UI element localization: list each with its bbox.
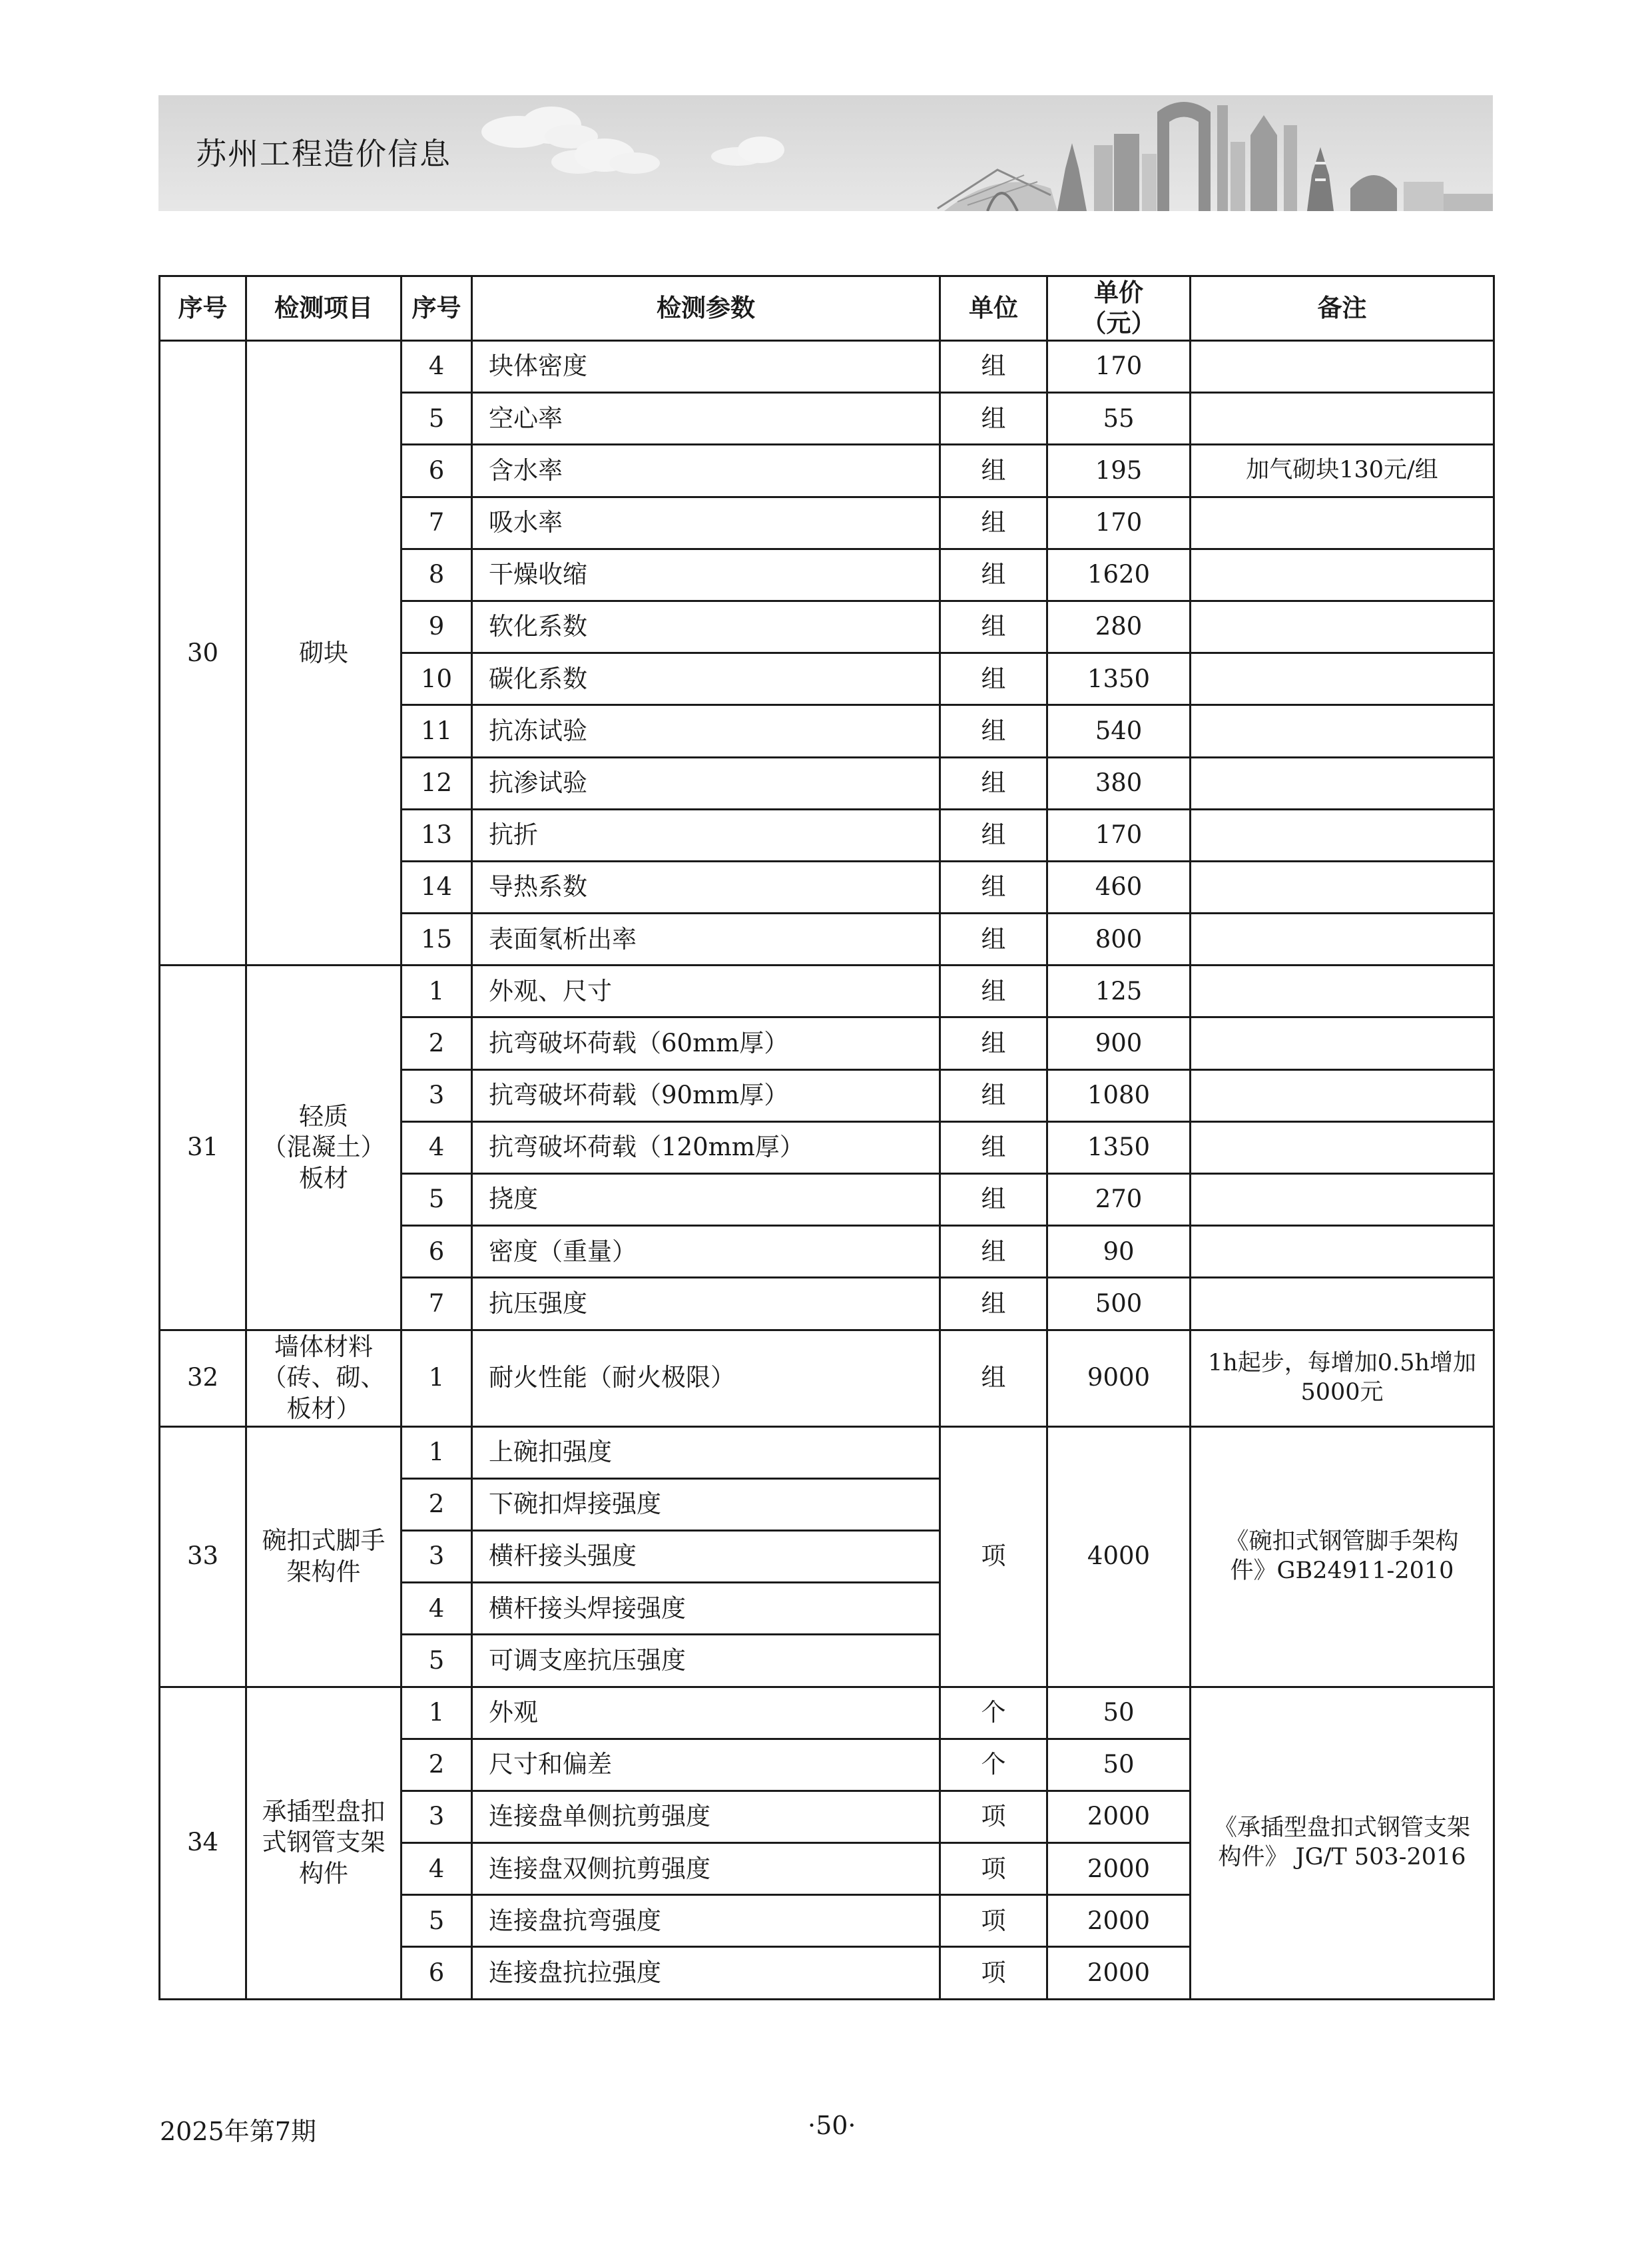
row-seq: 10 — [402, 653, 472, 705]
table-row — [160, 1330, 1494, 1426]
table-row — [160, 1687, 1494, 1739]
row-param: 上碗扣强度 — [472, 1426, 940, 1478]
row-param: 横杆接头焊接强度 — [472, 1583, 940, 1635]
row-unit: 组 — [940, 809, 1047, 861]
note-line: 件》GB24911-2010 — [1230, 1557, 1454, 1584]
row-note — [1191, 757, 1494, 809]
row-param: 抗弯破坏荷载（120mm厚） — [472, 1121, 940, 1173]
row-seq: 7 — [402, 497, 472, 549]
group-seq: 30 — [160, 341, 246, 966]
row-price: 540 — [1047, 705, 1191, 757]
row-price: 50 — [1047, 1687, 1191, 1739]
row-seq: 4 — [402, 341, 472, 393]
row-note — [1191, 705, 1494, 757]
header-param: 检测参数 — [472, 276, 940, 341]
row-note — [1191, 1017, 1494, 1069]
row-unit: 组 — [940, 445, 1047, 497]
page-number: ·50· — [808, 2111, 856, 2140]
row-price: 1620 — [1047, 549, 1191, 601]
group-item-line: 式钢管支架 — [262, 1828, 386, 1857]
row-price: 2000 — [1047, 1947, 1191, 1999]
note-line: 《承插型盘扣式钢管支架 — [1213, 1814, 1470, 1841]
row-note — [1191, 653, 1494, 705]
row-note — [1191, 861, 1494, 913]
row-param: 可调支座抗压强度 — [472, 1635, 940, 1687]
group-note — [1191, 1687, 1494, 1999]
row-note — [1191, 1330, 1494, 1426]
row-param: 干燥收缩 — [472, 549, 940, 601]
row-price: 9000 — [1047, 1330, 1191, 1426]
row-price: 500 — [1047, 1278, 1191, 1330]
group-item — [246, 1330, 402, 1426]
row-seq: 7 — [402, 1278, 472, 1330]
row-param: 耐火性能（耐火极限） — [472, 1330, 940, 1426]
table-header-row — [160, 276, 1494, 341]
row-price: 460 — [1047, 861, 1191, 913]
row-note — [1191, 393, 1494, 445]
row-note — [1191, 1226, 1494, 1278]
note-line: 5000元 — [1300, 1378, 1384, 1406]
row-param: 抗冻试验 — [472, 705, 940, 757]
row-note — [1191, 1174, 1494, 1226]
row-price: 170 — [1047, 341, 1191, 393]
table-row — [160, 966, 1494, 1017]
row-unit: 项 — [940, 1791, 1047, 1842]
row-seq: 4 — [402, 1121, 472, 1173]
row-unit: 个 — [940, 1739, 1047, 1791]
group-price: 4000 — [1047, 1426, 1191, 1687]
row-unit: 组 — [940, 497, 1047, 549]
row-unit: 组 — [940, 966, 1047, 1017]
header-seq: 序号 — [160, 276, 246, 341]
row-seq: 5 — [402, 1895, 472, 1947]
row-seq: 4 — [402, 1843, 472, 1895]
table-row — [160, 341, 1494, 393]
row-price: 1350 — [1047, 653, 1191, 705]
row-unit: 组 — [940, 1278, 1047, 1330]
row-param: 空心率 — [472, 393, 940, 445]
row-param: 软化系数 — [472, 601, 940, 653]
row-param: 碳化系数 — [472, 653, 940, 705]
row-price: 2000 — [1047, 1791, 1191, 1842]
row-unit: 组 — [940, 601, 1047, 653]
row-note — [1191, 497, 1494, 549]
row-param: 连接盘抗弯强度 — [472, 1895, 940, 1947]
row-unit: 组 — [940, 757, 1047, 809]
row-unit: 组 — [940, 1174, 1047, 1226]
row-seq: 5 — [402, 1174, 472, 1226]
row-price: 1080 — [1047, 1069, 1191, 1121]
row-seq: 14 — [402, 861, 472, 913]
row-seq: 5 — [402, 393, 472, 445]
group-note — [1191, 1426, 1494, 1687]
row-unit: 组 — [940, 1121, 1047, 1173]
group-item-line: 板材 — [299, 1163, 348, 1193]
header-price-line2: （元） — [1081, 309, 1156, 338]
group-seq: 34 — [160, 1687, 246, 1999]
group-item — [246, 1426, 402, 1687]
row-price: 1350 — [1047, 1121, 1191, 1173]
group-item — [246, 1687, 402, 1999]
group-item-line: 碗扣式脚手 — [262, 1526, 386, 1555]
row-price: 50 — [1047, 1739, 1191, 1791]
row-unit: 组 — [940, 1330, 1047, 1426]
row-note — [1191, 341, 1494, 393]
row-seq: 2 — [402, 1017, 472, 1069]
row-note — [1191, 914, 1494, 966]
row-param: 尺寸和偏差 — [472, 1739, 940, 1791]
row-param: 外观、尺寸 — [472, 966, 940, 1017]
row-unit: 组 — [940, 1226, 1047, 1278]
row-param: 抗弯破坏荷载（90mm厚） — [472, 1069, 940, 1121]
row-seq: 2 — [402, 1739, 472, 1791]
group-seq: 31 — [160, 966, 246, 1330]
row-seq: 5 — [402, 1635, 472, 1687]
row-param: 连接盘单侧抗剪强度 — [472, 1791, 940, 1842]
row-price: 380 — [1047, 757, 1191, 809]
row-price: 90 — [1047, 1226, 1191, 1278]
row-unit: 组 — [940, 1069, 1047, 1121]
group-unit: 项 — [940, 1426, 1047, 1687]
row-price: 900 — [1047, 1017, 1191, 1069]
row-unit: 组 — [940, 1017, 1047, 1069]
header-price-line1: 单价 — [1094, 278, 1143, 307]
row-note — [1191, 966, 1494, 1017]
row-note — [1191, 1121, 1494, 1173]
row-price: 170 — [1047, 497, 1191, 549]
row-seq: 15 — [402, 914, 472, 966]
row-price: 55 — [1047, 393, 1191, 445]
row-seq: 1 — [402, 1687, 472, 1739]
note-line: 《碗扣式钢管脚手架构 — [1225, 1528, 1459, 1555]
magazine-title: 苏州工程造价信息 — [196, 136, 451, 172]
row-unit: 项 — [940, 1947, 1047, 1999]
row-seq: 6 — [402, 445, 472, 497]
row-unit: 项 — [940, 1843, 1047, 1895]
row-seq: 6 — [402, 1947, 472, 1999]
header-note: 备注 — [1191, 276, 1494, 341]
row-seq: 12 — [402, 757, 472, 809]
row-price: 280 — [1047, 601, 1191, 653]
row-seq: 3 — [402, 1791, 472, 1842]
row-unit: 组 — [940, 393, 1047, 445]
note-line: 构件》 JG/T 503-2016 — [1218, 1843, 1466, 1870]
header-item: 检测项目 — [246, 276, 402, 341]
group-item-line: （砖、砌、 — [262, 1363, 386, 1392]
price-table — [158, 275, 1495, 2000]
row-param: 吸水率 — [472, 497, 940, 549]
group-seq: 33 — [160, 1426, 246, 1687]
row-param: 含水率 — [472, 445, 940, 497]
row-price: 2000 — [1047, 1895, 1191, 1947]
row-seq: 3 — [402, 1069, 472, 1121]
row-seq: 13 — [402, 809, 472, 861]
row-param: 抗折 — [472, 809, 940, 861]
row-unit: 组 — [940, 341, 1047, 393]
row-unit: 组 — [940, 705, 1047, 757]
row-seq: 2 — [402, 1478, 472, 1530]
row-seq: 1 — [402, 1330, 472, 1426]
row-price: 170 — [1047, 809, 1191, 861]
group-item-line: 承插型盘扣 — [262, 1797, 386, 1826]
row-seq: 3 — [402, 1530, 472, 1582]
row-seq: 11 — [402, 705, 472, 757]
row-seq: 1 — [402, 1426, 472, 1478]
row-note: 加气砌块130元/组 — [1191, 445, 1494, 497]
group-item-line: 构件 — [299, 1858, 348, 1888]
group-item-line: （混凝土） — [262, 1133, 386, 1162]
row-seq: 4 — [402, 1583, 472, 1635]
row-param: 挠度 — [472, 1174, 940, 1226]
row-param: 块体密度 — [472, 341, 940, 393]
header-price — [1047, 276, 1191, 341]
row-unit: 组 — [940, 914, 1047, 966]
row-price: 2000 — [1047, 1843, 1191, 1895]
row-param: 密度（重量） — [472, 1226, 940, 1278]
row-note — [1191, 1278, 1494, 1330]
group-item-line: 轻质 — [299, 1102, 348, 1131]
row-unit: 组 — [940, 653, 1047, 705]
table-row — [160, 1426, 1494, 1478]
row-seq: 6 — [402, 1226, 472, 1278]
row-note — [1191, 549, 1494, 601]
row-unit: 个 — [940, 1687, 1047, 1739]
group-item: 砌块 — [246, 341, 402, 966]
row-param: 抗压强度 — [472, 1278, 940, 1330]
issue-label: 2025年第7期 — [160, 2117, 316, 2146]
row-note — [1191, 601, 1494, 653]
row-param: 抗渗试验 — [472, 757, 940, 809]
row-seq: 8 — [402, 549, 472, 601]
row-note — [1191, 809, 1494, 861]
row-unit: 组 — [940, 861, 1047, 913]
row-note — [1191, 1069, 1494, 1121]
group-item-line: 墙体材料 — [274, 1332, 373, 1362]
group-item-line: 板材） — [286, 1394, 361, 1423]
row-param: 外观 — [472, 1687, 940, 1739]
row-seq: 9 — [402, 601, 472, 653]
row-param: 下碗扣焊接强度 — [472, 1478, 940, 1530]
row-param: 抗弯破坏荷载（60mm厚） — [472, 1017, 940, 1069]
row-price: 800 — [1047, 914, 1191, 966]
group-item-line: 架构件 — [286, 1557, 361, 1586]
row-param: 导热系数 — [472, 861, 940, 913]
row-param: 连接盘双侧抗剪强度 — [472, 1843, 940, 1895]
header-seq2: 序号 — [402, 276, 472, 341]
row-param: 表面氡析出率 — [472, 914, 940, 966]
row-seq: 1 — [402, 966, 472, 1017]
group-seq: 32 — [160, 1330, 246, 1426]
group-item — [246, 966, 402, 1330]
row-price: 195 — [1047, 445, 1191, 497]
row-unit: 项 — [940, 1895, 1047, 1947]
note-line: 1h起步，每增加0.5h增加 — [1207, 1349, 1476, 1376]
header-unit: 单位 — [940, 276, 1047, 341]
row-price: 270 — [1047, 1174, 1191, 1226]
header-banner — [158, 95, 1493, 211]
row-param: 横杆接头强度 — [472, 1530, 940, 1582]
row-price: 125 — [1047, 966, 1191, 1017]
row-unit: 组 — [940, 549, 1047, 601]
row-param: 连接盘抗拉强度 — [472, 1947, 940, 1999]
